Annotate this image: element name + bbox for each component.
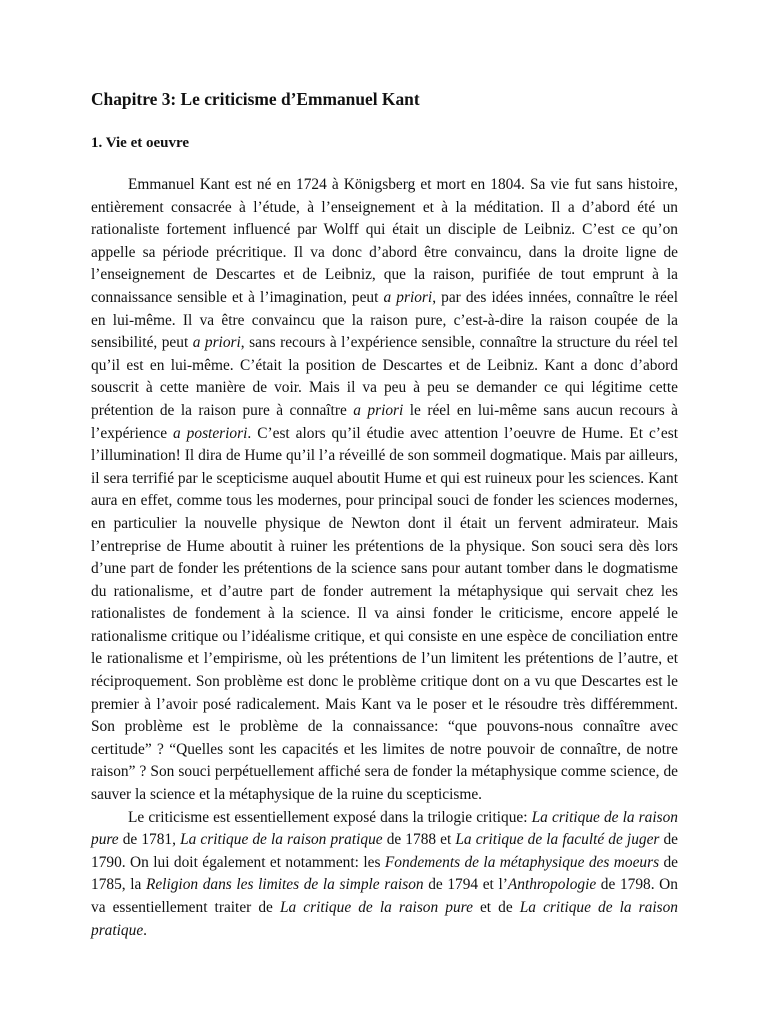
paragraph-text: de 1788 et <box>382 831 456 849</box>
paragraph-text: de 1798. On va essentiellement traiter de <box>91 876 678 916</box>
italic-title-text: a priori <box>383 288 433 306</box>
paragraph-text: , par des idées innées, connaître le réel en lui-même. Il va être convaincu que la raison pure, c’est-à-dire la raison coupée de la sensibilité, peut <box>91 288 678 352</box>
paragraph-text: de 1785, la <box>91 853 679 894</box>
paragraph-text: et de <box>472 899 520 916</box>
italic-title-text: La critique de la raison pratique <box>91 899 678 939</box>
paragraph-life <box>91 174 678 807</box>
paragraph-text: . C’est alors qu’il étudie avec attention l’oeuvre de Hume. Et c’est l’illumination! Il dira de Hume qu’il l’a réveillé de son sommeil dogmatique. Mais par ailleurs, il sera terrifié par le scepticisme auquel aboutit Hume et qui est ruineux pour les sciences. Kant aura en effet, comme tous les modernes, pour principal souci de fonder les sciences modernes, en particulier la nouvelle physique de Newton dont il était un fervent admirateur. Mais l’entreprise de Hume aboutit à ruiner les prétentions de la physique. Son souci sera dès lors d’une part de fonder les prétentions de la science sans pour autant tomber dans le dogmatisme du rationalisme, et d’autre part de fonder autrement la métaphysique qui servait chez les rationalistes de fondement à la science. Il va ainsi fonder le criticisme, encore appelé le rationalisme critique ou l’idéalisme critique, et qui consiste en une espèce de conciliation entre le rationalisme et l’empirisme, où les prétentions de l’un limitent les prétentions de l’autre, et réciproquement. Son problème est donc le problème critique dont on a vu que Descartes est le premier à l’avoir posé radicalement. Mais Kant va le poser et le résoudre très différemment. Son problème est le problème de la connaissance: “que pouvons-nous connaître avec certitude” ? “Quelles sont les capacités et les limites de notre pouvoir de connaître, de notre raison” ? Son souci perpétuellement affiché sera de fonder la métaphysique comme science, de sauver la science et la métaphysique de la ruine du scepticisme. <box>91 424 678 804</box>
paragraph-text: de 1781, <box>118 831 181 849</box>
section-heading: 1. Vie et oeuvre <box>91 135 190 151</box>
paragraph-works <box>91 807 678 943</box>
italic-title-text: La critique de la raison pure <box>91 808 679 849</box>
italic-title-text: Anthropologie <box>507 876 597 894</box>
paragraph-text: Le criticisme est essentiellement exposé dans la trilogie critique: <box>128 808 532 826</box>
italic-title-text: Fondements de la métaphysique des moeurs <box>384 853 660 871</box>
italic-title-text: a priori <box>353 401 404 419</box>
paragraph-text: . <box>143 921 148 939</box>
italic-title-text: La critique de la raison pure <box>279 899 473 916</box>
chapter-title: Chapitre 3: Le criticisme d’Emmanuel Kant <box>91 89 420 109</box>
paragraph-text: Emmanuel Kant est né en 1724 à Königsberg et mort en 1804. Sa vie fut sans histoire, entièrement consacrée à l’étude, à l’enseignement et à la méditation. Il a d’abord été un rationaliste fortement influencé par Wolff qui était un disciple de Leibniz. C’est ce qu’on appelle sa période précritique. Il va donc d’abord être convaincu, dans la droite ligne de l’enseignement de Descartes et de Leibniz, que la raison, purifiée de tout emprunt à la connaissance sensible et à l’imagination, peut <box>91 176 678 306</box>
italic-title-text: La critique de la faculté de juger <box>455 831 660 849</box>
paragraph-text: , sans recours à l’expérience sensible, connaître la structure du réel tel qu’il est en lui-même. C’était la position de Descartes et de Leibniz. Kant a donc d’abord souscrit à cette manière de voir. Mais il va peu à peu se demander ce qui légitime cette prétention de la raison pure à connaître <box>91 334 678 419</box>
document-page <box>91 88 678 942</box>
italic-title-text: La critique de la raison pratique <box>180 831 383 849</box>
italic-title-text: Religion dans les limites de la simple raison <box>145 876 424 894</box>
paragraph-text: le réel en lui-même sans aucun recours à l’expérience <box>91 401 678 442</box>
paragraph-text: de 1790. On lui doit également et notamment: les <box>91 831 679 871</box>
paragraph-text: de 1794 et l’ <box>423 876 508 894</box>
italic-title-text: a posteriori <box>173 424 248 442</box>
italic-title-text: a priori <box>192 334 241 352</box>
